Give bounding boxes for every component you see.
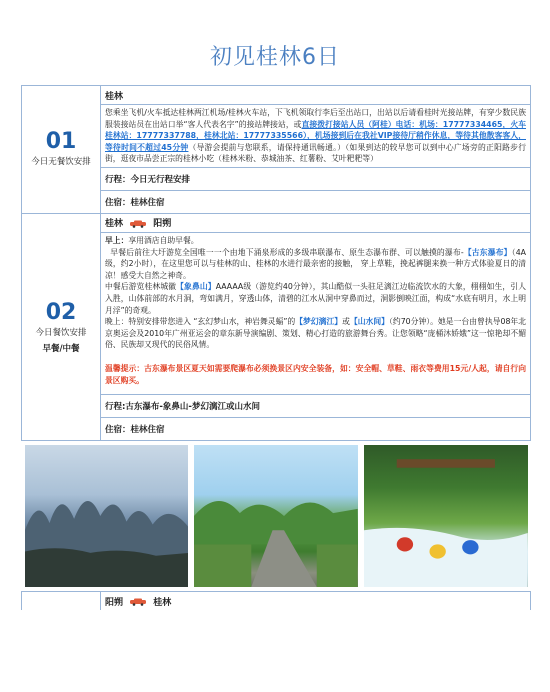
photo-waterfall xyxy=(364,445,528,587)
day1-city: 桂林 xyxy=(101,86,531,105)
day2-number: 02 xyxy=(45,300,77,326)
itinerary xyxy=(21,85,531,610)
day2-meal-value: 早餐/中餐 xyxy=(42,344,80,355)
day2-route: 行程:古东瀑布-象鼻山-梦幻漓江或山水间 xyxy=(101,395,531,418)
day2-para-elephant: 中餐后游览桂林城徽【象鼻山】AAAAA级（游览约40分钟），其山酷似一头驻足漓江边临流饮水的大象，栩栩如生，引人入胜，山体前部的水月洞，弯如满月，穿透山体，清碧的江水从洞中穿鼻而过，洞影倒映江面，构成“水底有明月，水上明月浮”的奇观。 xyxy=(105,282,527,315)
karst-hills-image xyxy=(25,445,189,587)
car-icon xyxy=(129,598,147,606)
day2-hotel: 住宿：桂林住宿 xyxy=(101,418,531,441)
day2-para-gudong: 早餐后前往大圩游览全国唯一一个由地下涌泉形成的多级串联瀑布、原生态瀑布群、可以触摸的瀑布-【古东瀑布】（4A级，约2小时），在这里您可以与桂林的山、桂林的水进行最亲密的接触， 穿上草鞋，挽起裤腿来换一种方式体验夏日的清凉！感受大自然之神奇。 xyxy=(105,247,527,280)
day1-column xyxy=(22,86,101,214)
photo-li-river xyxy=(25,445,189,587)
countryside-road-image xyxy=(194,445,358,587)
page-title: 初见桂林6日 xyxy=(210,45,340,70)
car-icon xyxy=(129,220,147,228)
day1-contact-info: 直接拨打接站人员（阿桂）电话：机场：17777334465，火车桂林站：17777337788，桂林北站：17777335566），机场接到后在我社VIP接待厅稍作休息，等待其他散客客人，等待时间不超过45分钟 xyxy=(105,119,526,152)
day2-tip: 温馨提示：古东瀑布景区夏天如需要爬瀑布必须换景区内安全装备，如：安全帽、草鞋、雨衣等费用15元/人起，请自行向景区购买。 xyxy=(105,363,526,385)
day2-description xyxy=(101,232,531,394)
day3-cities: 阳朔 桂林 xyxy=(101,592,531,611)
photo-row xyxy=(22,441,531,592)
day2-cities: 桂林 阳朔 xyxy=(101,213,531,232)
day2-meal-label: 今日餐饮安排 xyxy=(35,328,87,339)
day2-column xyxy=(22,213,101,440)
day1-meal: 今日无餐饮安排 xyxy=(31,157,91,168)
day2-breakfast: 早上：享用酒店自助早餐。 xyxy=(105,235,199,245)
itinerary-table xyxy=(21,85,531,610)
day1-route: 行程：今日无行程安排 xyxy=(101,167,531,190)
day1-number: 01 xyxy=(45,129,77,155)
day1-description: 您乘坐飞机/火车抵达桂林两江机场/桂林火车站，下飞机领取行李后至出站口，出站以后请看桂时光接站牌，有穿少数民族服装接站员在出站口举“客人代表名字”的接站牌接站，或直接拨打接站人员（阿桂）电话：机场：17777334465，火车桂林站：17777337788，桂林北站：17777335566），机场接到后在我社VIP接待厅稍作休息，等待其他散客客人，等待时间不超过45分钟（导游会提前与您联系，请保持通讯畅通。）（如果到达的较早您可以到中心广场旁的正阳路步行街，逛夜市品尝正宗的桂林小吃（桂林米粉、恭城油茶、红薯粉、艾叶粑粑等） xyxy=(101,105,531,168)
day2-para-show: 晚上：特别安排带您进入 “玄幻梦山水，神岩舞灵蝠”的【梦幻漓江】或【山水间】（约70分钟）。她是一台由曾执导08年北京奥运会及2010年广州亚运会的章东新导演编剧、策划、精心打造的旅游舞台秀。让您领略“庞桶沐娇娥”这一惊艳却不媚俗、民族却又现代的民俗风情。 xyxy=(105,317,527,350)
photo-bike-road xyxy=(194,445,358,587)
waterfall-image xyxy=(364,445,528,587)
day1-hotel: 住宿：桂林住宿 xyxy=(101,190,531,213)
